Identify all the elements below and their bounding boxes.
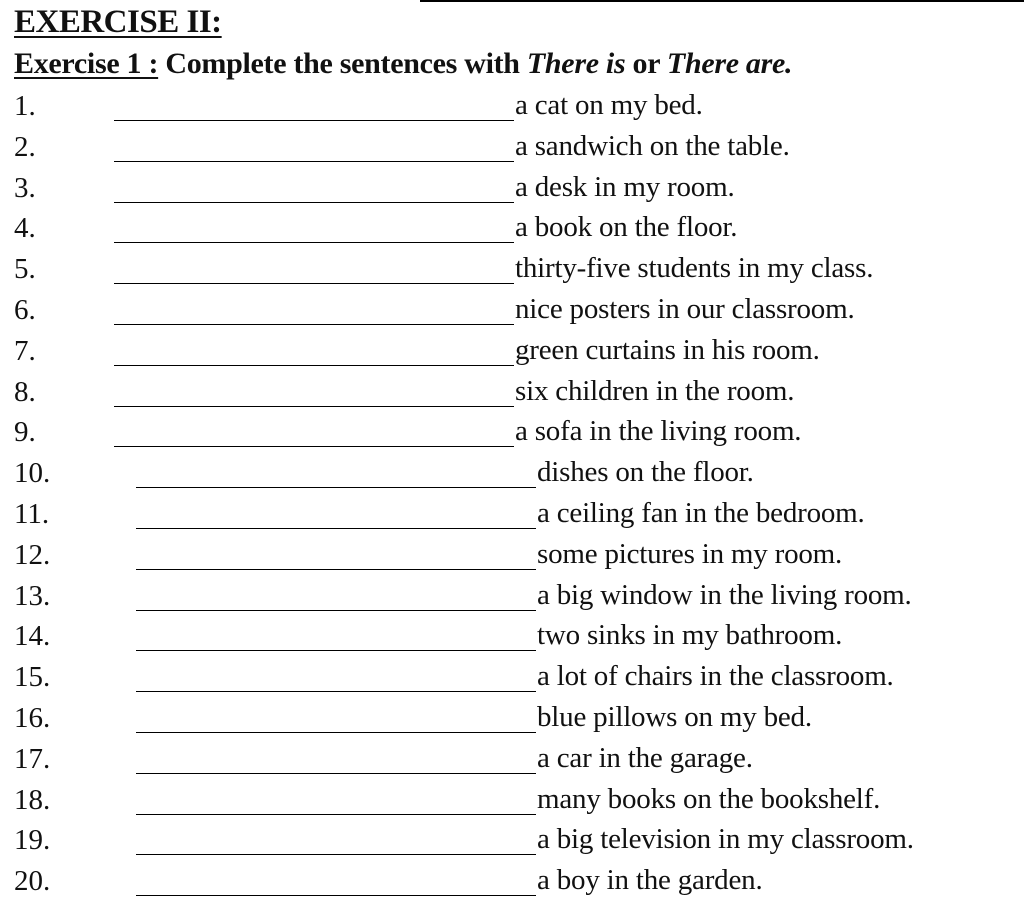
- item-number: 3.: [14, 171, 36, 204]
- item-number: 9.: [14, 416, 36, 449]
- answer-blank[interactable]: [114, 324, 514, 325]
- item-sentence: a cat on my bed.: [515, 89, 703, 121]
- option-there-are: There are.: [666, 47, 793, 80]
- instruction-connector: or: [632, 47, 660, 80]
- item-number: 1.: [14, 90, 36, 122]
- item-sentence: a car in the garage.: [537, 741, 753, 774]
- item-sentence: nice posters in our classroom.: [515, 292, 855, 325]
- item-number: 6.: [14, 293, 36, 326]
- list-item: [0, 331, 1024, 372]
- item-number: 15.: [14, 661, 51, 694]
- item-sentence: a sofa in the living room.: [515, 415, 802, 448]
- answer-blank[interactable]: [114, 202, 514, 203]
- list-item: [0, 616, 1024, 657]
- list-item: [0, 453, 1024, 494]
- answer-blank[interactable]: [136, 773, 536, 774]
- item-sentence: a big window in the living room.: [537, 578, 912, 611]
- item-sentence: some pictures in my room.: [537, 537, 843, 570]
- item-number: 11.: [14, 497, 50, 530]
- answer-blank[interactable]: [136, 732, 536, 733]
- answer-blank[interactable]: [136, 854, 536, 855]
- list-item: [0, 698, 1024, 739]
- item-sentence: six children in the room.: [515, 374, 795, 407]
- item-number: 17.: [14, 742, 51, 775]
- list-item: [0, 820, 1024, 861]
- list-item: [0, 86, 1024, 127]
- list-item: [0, 780, 1024, 821]
- item-number: 19.: [14, 824, 51, 857]
- answer-blank[interactable]: [114, 283, 514, 284]
- item-sentence: thirty-five students in my class.: [515, 252, 874, 285]
- list-item: [0, 535, 1024, 576]
- item-number: 12.: [14, 538, 51, 571]
- item-number: 20.: [14, 865, 51, 898]
- list-item: [0, 739, 1024, 780]
- answer-blank[interactable]: [136, 691, 536, 692]
- list-item: [0, 290, 1024, 331]
- item-number: 10.: [14, 457, 51, 490]
- item-number: 4.: [14, 212, 36, 245]
- list-item: [0, 657, 1024, 698]
- item-number: 5.: [14, 253, 36, 286]
- item-sentence: a ceiling fan in the bedroom.: [537, 496, 865, 529]
- answer-blank[interactable]: [114, 365, 514, 366]
- list-item: [0, 861, 1024, 902]
- exercise-instruction: [14, 46, 792, 82]
- answer-blank[interactable]: [136, 528, 536, 529]
- exercise-label: Exercise 1 :: [14, 47, 159, 80]
- item-sentence: a boy in the garden.: [537, 864, 763, 897]
- item-number: 16.: [14, 701, 51, 734]
- instruction-text: Complete the sentences with: [165, 47, 520, 80]
- item-number: 18.: [14, 783, 51, 816]
- answer-blank[interactable]: [114, 242, 514, 243]
- item-sentence: many books on the bookshelf.: [537, 782, 881, 815]
- answer-blank[interactable]: [136, 610, 536, 611]
- list-item: [0, 168, 1024, 209]
- list-item: [0, 249, 1024, 290]
- list-item: [0, 576, 1024, 617]
- item-sentence: a desk in my room.: [515, 170, 735, 203]
- answer-blank[interactable]: [136, 650, 536, 651]
- list-item: [0, 372, 1024, 413]
- answer-blank[interactable]: [114, 161, 514, 162]
- list-item: [0, 412, 1024, 453]
- exercise-list: [0, 86, 1024, 902]
- item-sentence: two sinks in my bathroom.: [537, 619, 843, 652]
- item-sentence: blue pillows on my bed.: [537, 700, 812, 733]
- option-there-is: There is: [526, 47, 626, 80]
- item-sentence: a lot of chairs in the classroom.: [537, 660, 894, 693]
- item-sentence: dishes on the floor.: [537, 456, 754, 489]
- page-title-text: EXERCISE II:: [14, 4, 222, 40]
- item-sentence: a sandwich on the table.: [515, 129, 790, 162]
- top-rule: [420, 0, 1024, 2]
- item-number: 7.: [14, 334, 36, 367]
- list-item: [0, 127, 1024, 168]
- answer-blank[interactable]: [114, 120, 514, 121]
- answer-blank[interactable]: [114, 446, 514, 447]
- answer-blank[interactable]: [136, 814, 536, 815]
- item-number: 13.: [14, 579, 51, 612]
- list-item: [0, 208, 1024, 249]
- item-number: 2.: [14, 130, 36, 163]
- answer-blank[interactable]: [136, 487, 536, 488]
- answer-blank[interactable]: [136, 569, 536, 570]
- answer-blank[interactable]: [114, 406, 514, 407]
- item-number: 8.: [14, 375, 36, 408]
- item-sentence: a big television in my classroom.: [537, 823, 914, 856]
- page-title: [14, 3, 222, 41]
- item-sentence: a book on the floor.: [515, 211, 738, 244]
- item-sentence: green curtains in his room.: [515, 333, 820, 366]
- answer-blank[interactable]: [136, 895, 536, 896]
- list-item: [0, 494, 1024, 535]
- item-number: 14.: [14, 620, 51, 653]
